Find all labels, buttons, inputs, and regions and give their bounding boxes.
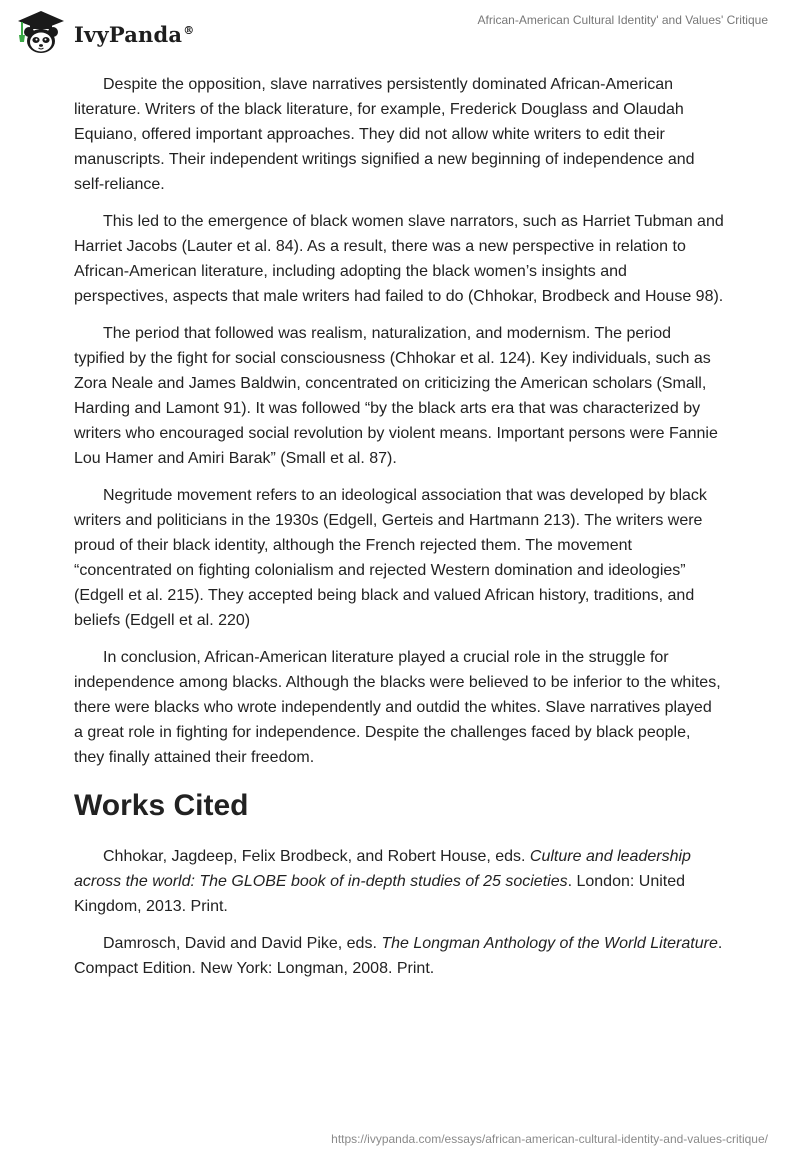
- body-paragraph: The period that followed was realism, naturalization, and modernism. The period typified by the fight for social consciousness (Chhokar et al. 124). Key individuals, such as Zora Neale and James Baldwin, concentrated on criticizing the American scholars (Small, Harding and Lamont 91). It was followed “by the black arts era that was characterized by writers who encouraged social revolution by violent means. Important persons were Fannie Lou Hamer and Amiri Barak” (Small et al. 87).: [74, 325, 718, 467]
- brand-name: IvyPanda®: [74, 21, 195, 47]
- citation-title: Culture and leadership across the world: The GLOBE book of in-depth studies of 25 societies: [74, 848, 691, 890]
- citation-authors: Chhokar, Jagdeep, Felix Brodbeck, and Robert House, eds.: [103, 848, 530, 865]
- document-title: African-American Cultural Identity' and Values' Critique: [477, 13, 768, 27]
- panda-graduate-icon: [14, 8, 70, 56]
- source-url[interactable]: https://ivypanda.com/essays/african-american-cultural-identity-and-values-critique/: [331, 1132, 768, 1146]
- citation-publication: . London: United Kingdom, 2013. Print.: [74, 873, 686, 915]
- registered-mark: ®: [183, 23, 195, 37]
- body-paragraph: This led to the emergence of black women slave narrators, such as Harriet Tubman and Harriet Jacobs (Lauter et al. 84). As a result, there was a new perspective in relation to African-American literature, including adopting the black women’s insights and perspectives, aspects that male writers had failed to do (Chhokar, Brodbeck and House 98).: [74, 213, 724, 305]
- citation-title: The Longman Anthology of the World Literature: [381, 935, 718, 952]
- works-cited-heading: Works Cited: [74, 789, 249, 822]
- citation-entry: [74, 844, 724, 919]
- citation-authors: Damrosch, David and David Pike, eds.: [103, 935, 382, 952]
- citation-entry: [74, 931, 724, 981]
- brand-logo[interactable]: [14, 8, 194, 56]
- citation-publication: . Compact Edition. New York: Longman, 2008. Print.: [74, 935, 723, 977]
- body-paragraph: Despite the opposition, slave narratives persistently dominated African-American literature. Writers of the black literature, for example, Frederick Douglass and Olaudah Equiano, offered important approaches. They did not allow white writers to edit their manuscripts. Their independent writings signified a new beginning of independence and self-reliance.: [74, 76, 695, 193]
- body-paragraph: Negritude movement refers to an ideological association that was developed by black writers and politicians in the 1930s (Edgell, Gerteis and Hartmann 213). The writers were proud of their black identity, although the French rejected them. The movement “concentrated on fighting colonialism and rejected Western domination and ideologies” (Edgell et al. 215). They accepted being black and valued African history, traditions, and beliefs (Edgell et al. 220): [74, 487, 707, 629]
- essay-content: [74, 72, 724, 993]
- body-paragraph: In conclusion, African-American literature played a crucial role in the struggle for independence among blacks. Although the blacks were believed to be inferior to the whites, there were blacks who wrote independently and outdid the whites. Slave narratives played a great role in fighting for independence. Despite the challenges faced by black people, they finally attained their freedom.: [74, 649, 721, 766]
- page-header: [0, 0, 800, 70]
